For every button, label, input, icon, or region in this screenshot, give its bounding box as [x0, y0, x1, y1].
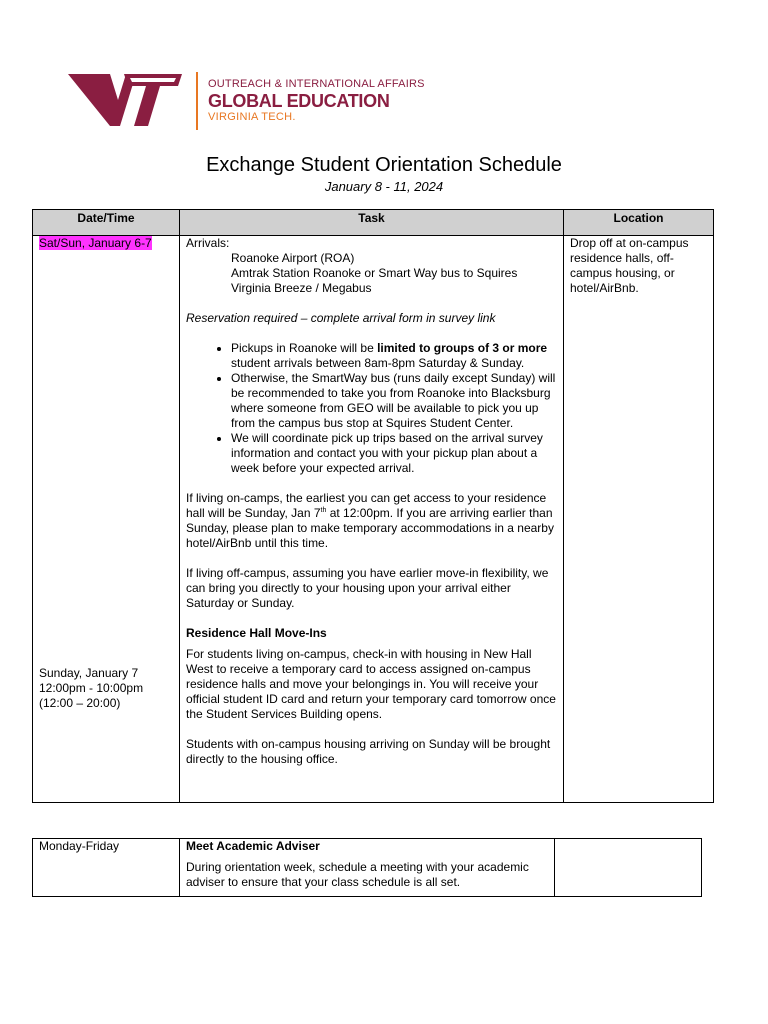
adviser-heading: Meet Academic Adviser — [186, 839, 320, 853]
logo-line-outreach: OUTREACH & INTERNATIONAL AFFAIRS — [208, 78, 425, 90]
logo-line-virginia-tech: VIRGINIA TECH. — [208, 111, 296, 123]
table-row — [33, 839, 702, 897]
table-header-row — [33, 210, 714, 236]
date-sat-sun: Sat/Sun, January 6-7 — [39, 236, 152, 250]
arrival-option: Amtrak Station Roanoke or Smart Way bus to Squires — [231, 266, 518, 280]
list-item: • We will coordinate pick up trips based on the arrival survey information and contact you with your pickup plan about a week before your expected arrival. — [231, 431, 557, 476]
sunday-housing-paragraph: Students with on-campus housing arriving on Sunday will be brought directly to the housing office. — [186, 737, 551, 766]
time-sunday: 12:00pm - 10:00pm — [39, 681, 144, 695]
date-cell: Monday-Friday — [33, 839, 180, 897]
arrivals-label: Arrivals: — [186, 236, 230, 250]
header-location: Location — [564, 210, 714, 236]
location-cell — [555, 839, 702, 897]
schedule-table — [32, 209, 714, 803]
movein-paragraph: For students living on-campus, check-in with housing in New Hall West to receive a temporary card to access assigned on-campus residence halls and move your belongings in. You will receive your official student ID card and return your temporary card tomorrow once the Student Services Building opens. — [186, 647, 556, 721]
pickup-bullet-list — [186, 341, 557, 476]
logo-text — [208, 78, 425, 124]
page-subtitle: January 8 - 11, 2024 — [324, 179, 444, 194]
header-date-time: Date/Time — [33, 210, 180, 236]
movein-heading: Residence Hall Move-Ins — [186, 626, 327, 640]
list-item: • Pickups in Roanoke will be limited to groups of 3 or more student arrivals between 8am-8pm Saturday & Sunday. — [231, 341, 557, 371]
logo-line-global-education: GLOBAL EDUCATION — [208, 91, 390, 111]
task-cell — [180, 839, 555, 897]
location-cell: Drop off at on-campus residence halls, off-campus housing, or hotel/AirBnb. — [564, 236, 714, 803]
date-cell — [33, 236, 180, 803]
oncampus-paragraph: If living on-camps, the earliest you can get access to your residence hall will be Sunday, Jan 7th at 12:00pm. If you are arriving earlier than Sunday, please plan to make temporary accommodations in a nearby hotel/AirBnb until this time. — [186, 491, 554, 550]
adviser-paragraph: During orientation week, schedule a meeting with your academic adviser to ensure that your class schedule is all set. — [186, 860, 529, 889]
header-task: Task — [180, 210, 564, 236]
task-cell — [180, 236, 564, 803]
logo-divider — [196, 72, 198, 130]
table-row — [33, 236, 714, 803]
date-sunday: Sunday, January 7 — [39, 666, 139, 680]
date-sunday-block — [39, 666, 143, 711]
adviser-table — [32, 838, 702, 897]
list-item: • Otherwise, the SmartWay bus (runs daily except Sunday) will be recommended to take you from Roanoke into Blacksburg where someone from GEO will be available to pick you up from the campus bus stop at Squires Student Center. — [231, 371, 557, 431]
time-sunday-24h: (12:00 – 20:00) — [39, 696, 121, 710]
offcampus-paragraph: If living off-campus, assuming you have earlier move-in flexibility, we can bring you directly to your housing upon your arrival either Saturday or Sunday. — [186, 566, 549, 610]
page-title: Exchange Student Orientation Schedule — [206, 154, 562, 176]
arrival-option: Virginia Breeze / Megabus — [231, 281, 372, 295]
reservation-note: Reservation required – complete arrival form in survey link — [186, 311, 496, 325]
arrival-option: Roanoke Airport (ROA) — [231, 251, 355, 265]
